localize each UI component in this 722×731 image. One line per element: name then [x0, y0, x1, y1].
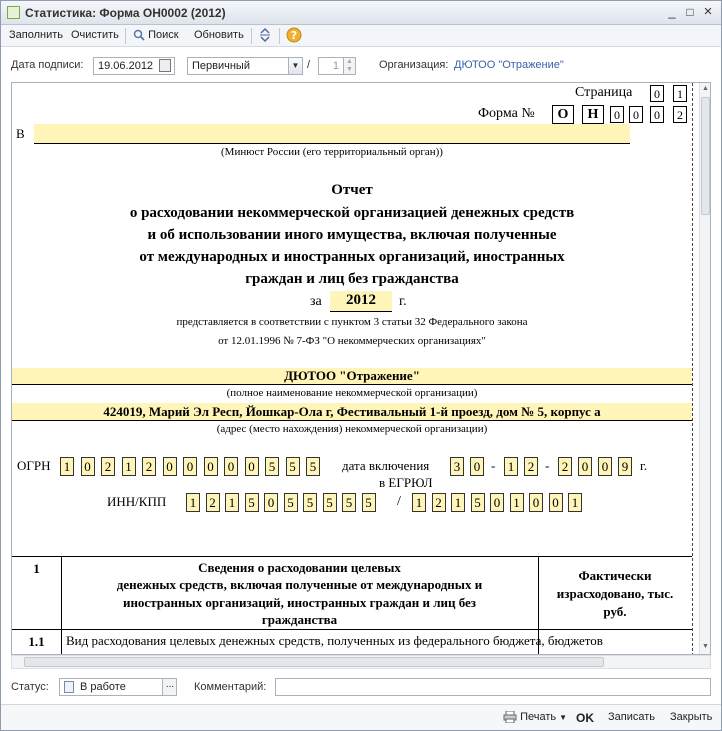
toolbar-separator: [279, 28, 280, 44]
calendar-icon[interactable]: [159, 59, 171, 72]
sign-date-value: 19.06.2012: [98, 60, 154, 72]
expand-button[interactable]: [258, 27, 272, 46]
printer-icon: [503, 711, 517, 723]
report-kind-select[interactable]: [187, 57, 303, 75]
comment-label: Комментарий:: [194, 681, 267, 693]
table-col-spent-line: руб.: [603, 604, 627, 619]
form-number-label: Форма №: [478, 106, 535, 121]
table-row-number: 1.1: [28, 634, 45, 649]
report-document: [11, 82, 711, 655]
digit-cell[interactable]: 5: [471, 493, 485, 512]
maximize-button[interactable]: □: [686, 5, 694, 19]
table-col-spent-line: израсходовано, тыс.: [556, 586, 674, 601]
scroll-thumb[interactable]: [701, 97, 710, 215]
search-button[interactable]: [133, 29, 179, 41]
underline: [12, 420, 692, 421]
digit-cell[interactable]: 5: [362, 493, 376, 512]
inn-kpp-separator: /: [397, 494, 401, 509]
org-name-caption: (полное наименование некоммерческой организации): [226, 387, 478, 399]
ogrn-label: ОГРН: [17, 458, 51, 473]
scroll-thumb[interactable]: [24, 657, 604, 667]
page-boundary: [692, 83, 693, 655]
search-label: Поиск: [148, 29, 179, 41]
digit-cell[interactable]: 2: [558, 457, 572, 476]
table-col-header-line: иностранных организаций, иностранных граждан и лиц без: [122, 595, 477, 610]
digit-cell[interactable]: 0: [163, 457, 177, 476]
date-dash: -: [491, 458, 496, 473]
app-icon: [7, 6, 20, 19]
status-label: Статус:: [11, 681, 49, 693]
ok-button[interactable]: OK: [576, 711, 594, 725]
report-kind-value: Первичный: [192, 60, 250, 72]
digit-cell[interactable]: 2: [432, 493, 446, 512]
clear-button[interactable]: Очистить: [71, 29, 119, 41]
sign-date-label: Дата подписи:: [11, 59, 84, 71]
svg-text:?: ?: [290, 29, 298, 42]
digit-cell[interactable]: 0: [470, 457, 484, 476]
spin-icon[interactable]: ▲ ▼: [343, 58, 355, 74]
table-col-header-line: денежных средств, включая полученные от международных и: [116, 577, 483, 592]
help-button[interactable]: [286, 27, 302, 46]
help-icon: [286, 27, 302, 43]
ministry-caption: (Минюст России (его территориальный орган)): [221, 146, 443, 158]
inn-kpp-label: ИНН/КПП: [107, 494, 167, 509]
digit-cell[interactable]: 1: [451, 493, 465, 512]
print-label: Печать: [520, 711, 557, 723]
toolbar-separator: [251, 28, 252, 44]
digit-cell[interactable]: 5: [323, 493, 337, 512]
digit-cell[interactable]: 1: [568, 493, 582, 512]
close-window-button[interactable]: ×: [703, 3, 713, 20]
digit-cell[interactable]: 0: [245, 457, 259, 476]
refresh-button[interactable]: Обновить: [194, 29, 244, 41]
digit-cell[interactable]: 2: [142, 457, 156, 476]
table-col-spent-line: Фактически: [578, 568, 652, 583]
status-select-button[interactable]: ...: [162, 679, 177, 695]
page-label: Страница: [575, 85, 633, 100]
form-code-char: 0: [629, 106, 643, 123]
digit-cell[interactable]: 1: [510, 493, 524, 512]
form-code-char: 0: [610, 106, 624, 123]
form-code-char: О: [552, 105, 574, 124]
digit-cell[interactable]: 2: [524, 457, 538, 476]
table-col-number: 1: [33, 561, 40, 576]
digit-cell[interactable]: 5: [303, 493, 317, 512]
org-link[interactable]: ДЮТОО "Отражение": [454, 59, 564, 71]
underline: [12, 384, 692, 385]
year-prefix: за: [310, 294, 322, 309]
digit-cell[interactable]: 0: [529, 493, 543, 512]
digit-cell[interactable]: 1: [225, 493, 239, 512]
to-prefix: В: [16, 126, 25, 141]
table-col-header-line: гражданства: [261, 612, 338, 627]
title-line: и об использовании иного имущества, включая полученные: [147, 227, 557, 243]
digit-cell[interactable]: 1: [412, 493, 426, 512]
correction-number-value: 1: [332, 60, 339, 72]
form-code-char: Н: [582, 105, 604, 124]
digit-cell[interactable]: 5: [306, 457, 320, 476]
window-title: Статистика: Форма ОН0002 (2012): [25, 6, 226, 20]
fill-button[interactable]: Заполнить: [9, 29, 64, 41]
scroll-up-icon[interactable]: ▲: [702, 85, 709, 92]
title-line: о расходовании некоммерческой организацией денежных средств: [129, 205, 575, 221]
digit-cell[interactable]: 0: [224, 457, 238, 476]
underline: [34, 143, 630, 144]
action-bar: [1, 704, 721, 730]
toolbar-separator: [125, 28, 126, 44]
form-code-char: 0: [650, 106, 664, 123]
date-dash: -: [545, 458, 550, 473]
expand-collapse-icon: [258, 27, 272, 43]
digit-cell[interactable]: 3: [450, 457, 464, 476]
table-col-header-line: Сведения о расходовании целевых: [198, 560, 401, 575]
digit-cell[interactable]: 5: [284, 493, 298, 512]
digit-cell[interactable]: 2: [206, 493, 220, 512]
digit-cell[interactable]: 0: [81, 457, 95, 476]
save-button[interactable]: Записать: [608, 711, 656, 723]
underline: [330, 311, 392, 312]
minimize-button[interactable]: _: [668, 4, 676, 19]
org-label: Организация:: [379, 59, 449, 71]
chevron-down-icon: ▼: [559, 713, 568, 722]
digit-cell[interactable]: 0: [598, 457, 612, 476]
correction-number-field[interactable]: [318, 57, 356, 75]
digit-cell[interactable]: 5: [286, 457, 300, 476]
inclusion-date-label: дата включения: [342, 458, 430, 473]
law-line: представляется в соответствии с пунктом 3 статьи 32 Федерального закона: [176, 316, 528, 328]
digit-cell[interactable]: 1: [504, 457, 518, 476]
year-value: 2012: [346, 292, 376, 308]
digit-cell[interactable]: 0: [549, 493, 563, 512]
digit-cell[interactable]: 0: [204, 457, 218, 476]
address-value: 424019, Марий Эл Респ, Йошкар-Ола г, Фестивальный 1-й проезд, дом № 5, корпус а: [103, 404, 601, 419]
digit-cell[interactable]: 5: [245, 493, 259, 512]
bottom-panel: [1, 673, 721, 703]
chevron-down-icon[interactable]: ▼: [288, 58, 302, 74]
print-button[interactable]: [503, 711, 567, 723]
inclusion-date-label-2: в ЕГРЮЛ: [379, 475, 433, 490]
title-bar: [1, 1, 721, 25]
digit-cell[interactable]: 9: [618, 457, 632, 476]
law-line: от 12.01.1996 № 7-ФЗ "О некоммерческих организациях": [218, 335, 486, 347]
digit-cell[interactable]: 5: [342, 493, 356, 512]
digit-cell[interactable]: 0: [183, 457, 197, 476]
search-icon: [133, 29, 145, 41]
slash-label: /: [307, 59, 311, 71]
title-line: граждан и лиц без гражданства: [245, 271, 459, 287]
ministry-field[interactable]: [34, 124, 630, 143]
table-row-text: Вид расходования целевых денежных средств, полученных из федерального бюджета, бюджетов: [66, 633, 603, 648]
year-suffix: г.: [399, 294, 407, 309]
params-row: [1, 53, 721, 77]
digit-cell[interactable]: 1: [60, 457, 74, 476]
digit-cell[interactable]: 0: [264, 493, 278, 512]
horizontal-scrollbar[interactable]: [11, 655, 711, 669]
comment-input[interactable]: [275, 678, 711, 696]
page-digit: 1: [673, 85, 687, 102]
title-line: Отчет: [331, 182, 373, 198]
close-button[interactable]: Закрыть: [670, 711, 713, 723]
scroll-down-icon[interactable]: ▼: [702, 643, 709, 650]
digit-cell[interactable]: 0: [490, 493, 504, 512]
form-code-char: 2: [673, 106, 687, 123]
digit-cell[interactable]: 1: [186, 493, 200, 512]
report-sheet: [12, 83, 699, 655]
status-value: В работе: [80, 681, 126, 693]
page-digit: 0: [650, 85, 664, 102]
address-caption: (адрес (место нахождения) некоммерческой организации): [216, 423, 488, 435]
vertical-scrollbar[interactable]: [699, 83, 711, 655]
inclusion-date-suffix: г.: [640, 458, 648, 473]
digit-cell[interactable]: 5: [265, 457, 279, 476]
digit-cell[interactable]: 2: [101, 457, 115, 476]
title-line: от международных и иностранных организаций, иностранных: [139, 249, 565, 265]
status-field[interactable]: [59, 678, 177, 696]
document-icon: [64, 681, 74, 693]
org-name-value: ДЮТОО "Отражение": [284, 368, 420, 383]
digit-cell[interactable]: 1: [122, 457, 136, 476]
digit-cell[interactable]: 0: [578, 457, 592, 476]
toolbar: [1, 25, 721, 47]
